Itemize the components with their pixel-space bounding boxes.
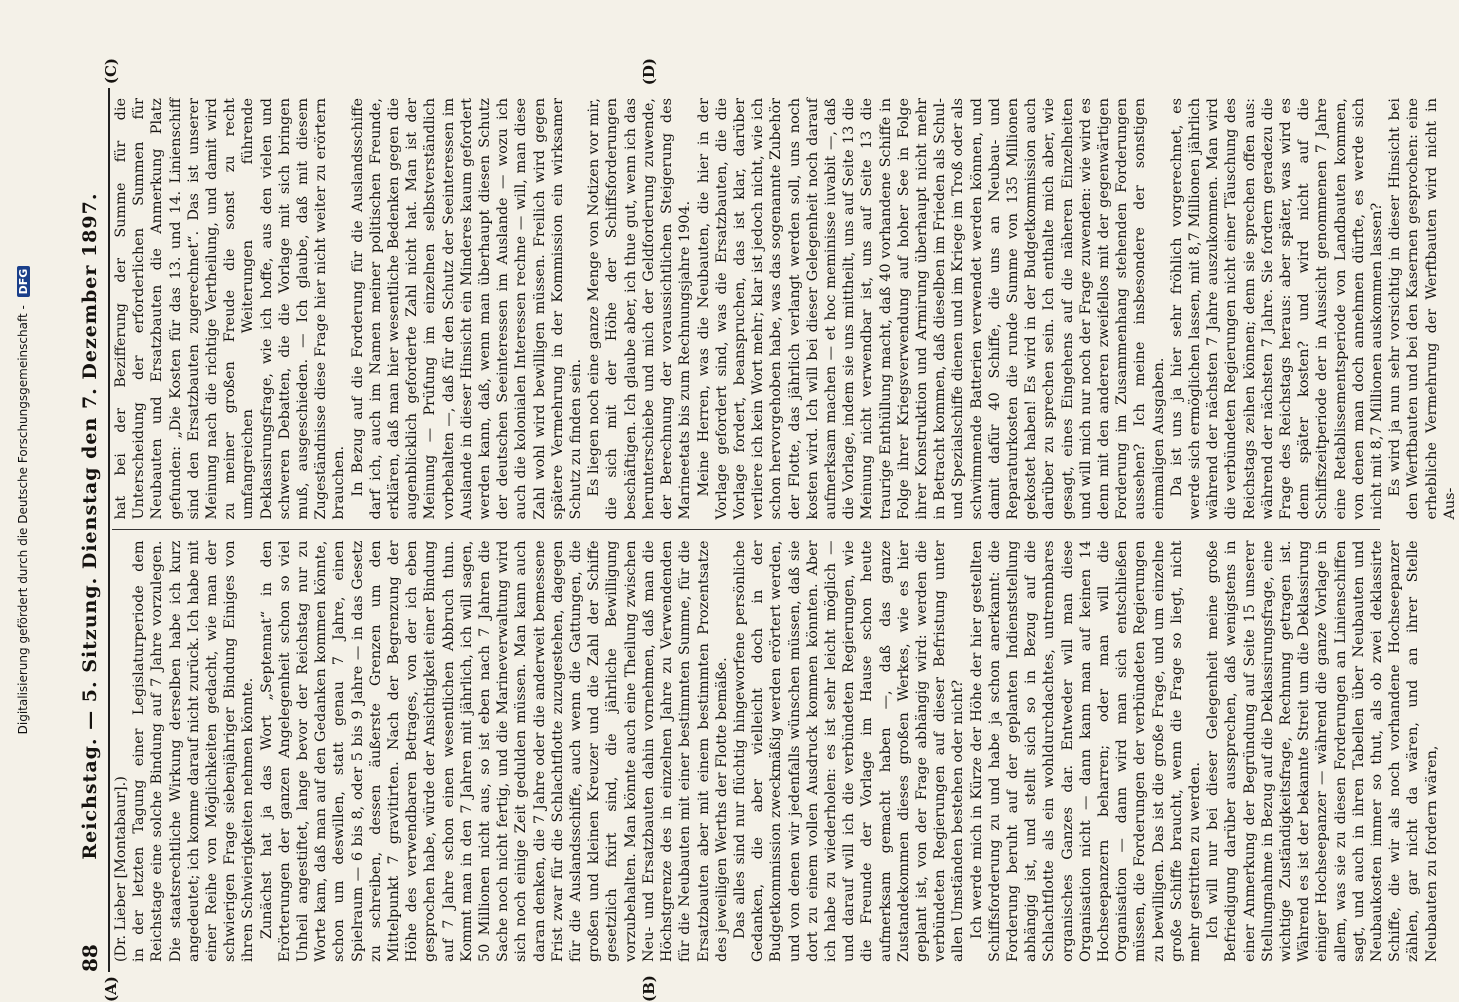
- paragraph: Ich will nur bei dieser Gelegenheit meine große Befriedigung darüber aussprechen, daß wenigstens in einer Anmerkung der Begründung auf Seite 15 unserer Stellungnahme in Bezug auf die Deklassirungsfrage, eine wichtige Zuständigkeitsfrage, Rechnung getragen ist. Während es ist der bekannte Streit um die Deklassirung einiger Hochseepanzer — während die ganze Vorlage in allem, was sie zu diesen Forderungen an Linienschiffen sagt, und auch in ihren Tabellen über Neubauten und Neubaukosten immer so thut, als ob zwei deklassirte Schiffe, die wir als noch vorhandene Hochseepanzer zählen, gar nicht da wären, und an ihrer Stelle Neubauten zu fordern wären,: [1205, 540, 1440, 962]
- paragraph: In Bezug auf die Forderung für die Auslandsschiffe darf ich, auch im Namen meiner politischen Freunde, erklären, daß man hier wesentliche Bedenken gegen die augenblicklich geforderte Zahl nicht hat. Man ist der Meinung — Prüfung im einzelnen selbstverständlich vorbehalten —, daß für den Schutz der Seeinteressen im Auslande in dieser Hinsicht ein Minderes kaum gefordert werden kann, daß, wenn man überhaupt diesen Schutz der deutschen Seeinteressen im Auslande — wozu ich auch die kolonialen Interessen rechne — will, man diese Zahl wohl wird bewilligen müssen. Freilich wird gegen spätere Vermehrung in der Kommission ein wirksamer Schutz zu finden sein.: [349, 98, 585, 520]
- margin-marker-b: (B): [640, 975, 658, 1002]
- page-number: 88: [78, 944, 102, 972]
- paragraph: Da ist uns ja hier sehr fröhlich vorgerechnet, es werde sich ermöglichen lassen, mit 8,7 Millionen jährlich während der nächsten 7 Jahre auszukommen. Man wird die verbündeten Regierungen nicht einer Täuschung des Reichstags zeihen können; denn sie sprechen offen aus: während der nächsten 7 Jahre. Sie fordern geradezu die Frage des Reichstags heraus: aber später, was wird es denn später kosten? und wird nicht auf die Schiffszeitperiode der in Aussicht genommenen 7 Jahre eine Retablissementsperiode von Landbauten kommen, von denen man doch annehmen dürfte, es werde sich nicht mit 8,7 Millionen auskommen lassen?: [1168, 98, 1386, 520]
- page-title: Reichstag. — 5. Sitzung. Dienstag den 7. Dezember 1897.: [79, 192, 101, 860]
- left-column: [112, 531, 1440, 973]
- paragraph: Zunächst hat ja das Wort „Septennat“ in den Erörterungen der ganzen Angelegenheit schon so viel Unheil angestiftet, lange bevor der Reichstag nur zu Worte kam, daß man auf den Gedanken kommen könnte, schon um deswillen, statt genau 7 Jahre, einen Spielraum — 6 bis 8, oder 5 bis 9 Jahre — in das Gesetz zu schreiben, dessen äußerste Grenzen um den Mittelpunkt 7 gravitirten. Nach der Begrenzung der Höhe des verwendbaren Betrages, von der ich eben gesprochen habe, würde der Ansichtigkeit einer Bindung auf 7 Jahre schon einen wesentlichen Abbruch thun. Kommt man in den 7 Jahren mit jährlich, ich will sagen, 50 Millionen nicht aus, so ist eben nach 7 Jahren die Sache noch nicht fertig, und die Marineverwaltung wird sich noch einige Zeit gedulden müssen. Man kann auch daran denken, die 7 Jahre oder die anderweit bemessene Frist zwar für die Schlachtflotte zuzugestehen, dagegen für die Auslandsschiffe, auch wenn die Gattungen, die großen und kleinen Kreuzer und die Zahl der Schiffe gesetzlich fixirt sind, die jährliche Bewilligung vorzubehalten. Man könnte auch eine Theilung zwischen Neu- und Ersatzbauten dahin vornehmen, daß man die Höchstgrenze des in einzelnen Jahre zu Verwendenden für die Neubauten mit einer bestimmten Summe, für die Ersatzbauten aber mit einem bestimmten Prozentsatze des jeweiligen Werths der Flotte bemäße.: [258, 540, 730, 962]
- speaker-label: (Dr. Lieber [Montabaur].): [113, 776, 129, 962]
- margin-marker-d: (D): [640, 58, 658, 86]
- paragraph: Es liegen noch eine ganze Menge von Notizen vor mir, die sich mit der Höhe der Schiffsforderungen beschäftigen. Ich glaube aber, ich thue gut, wenn ich das herunterschiebe und mich der Geldforderung zuwende, der Berechnung der voraussichtlichen Steigerung des Marineetats bis zum Rechnungsjahre 1904.: [586, 98, 694, 520]
- text-columns: [112, 88, 1458, 972]
- digitization-footer: [6, 0, 28, 1000]
- paragraph: Das alles sind nur flüchtig hingeworfene persönliche Gedanken, die aber vielleicht doch in der Budgetkommission zweckmäßig werden erörtert werden, und von denen wir jedenfalls wünschen müssen, daß sie dort zu einem vollen Ausdruck kommen könnten. Aber ich habe zu wiederholen: es ist sehr leicht möglich — und darauf will ich die verbündeten Regierungen, wie die Freunde der Vorlage im Hause schon heute aufmerksam gemacht haben —, daß das ganze Zustandekommen dieses großen Werkes, wie es hier geplant ist, von der Frage abhängig wird: werden die verbündeten Regierungen auf dieser Befristung unter allen Umständen bestehen oder nicht?: [731, 540, 967, 962]
- margin-marker-c: (C): [102, 58, 120, 85]
- document-page: [60, 58, 1458, 1002]
- footer-text-line: [16, 20, 30, 980]
- paragraph: Ich werde mich in Kürze der Höhe der hier gestellten Schiffsforderung zu und habe ja schon anerkannt: die Forderung beruht auf der geplanten Indienststellung abhängig ist, und stellt sich so in Bezug auf die Schlachtflotte als ein wohldurchdachtes, untrennbares organisches Ganzes dar. Entweder will man diese Organisation nicht — dann kann man auf keinen 14 Hochseepanzern beharren; oder man will die Organisation — dann wird man sich entschließen müssen, die Forderungen der verbündeten Regierungen zu bewilligen. Das ist die große Frage, und um einzelne große Schiffe braucht, wenn die Frage so liegt, nicht mehr gestritten zu werden.: [968, 540, 1203, 962]
- dfg-logo: DFG: [17, 266, 30, 298]
- right-column: [112, 88, 1458, 531]
- margin-marker-a: (A): [102, 976, 120, 1002]
- paragraph: in der letzten Tagung einer Legislaturperiode dem Reichstage eine solche Bindung auf 7 Jahre vorzulegen. Die staatsrechtliche Wirkung derselben habe ich kurz angedeutet; ich komme darauf nicht zurück. Ich habe mit einer Reihe von Möglichkeiten gedacht, wie man der schwierigen Frage siebenjähriger Bindung Einiges von ihren Schwierigkeiten nehmen könnte.: [131, 540, 257, 962]
- paragraph: hat bei der Bezifferung der Summe für die Unterscheidung der erforderlichen Summen für Neubauten und Ersatzbauten die Anmerkung Platz gefunden: „Die Kosten für das 13. und 14. Linienschiff sind den Ersatzbauten zugerechnet“. Das ist unserer Meinung nach die richtige Vertheilung, und damit wird zu meiner großen Freude die sonst zu recht umfangreichen Weiterungen führende Deklassirungsfrage, wie ich hoffe, aus den vielen und schweren Debatten, die die Vorlage mit sich bringen muß, ausgeschieden. — Ich glaube, daß mit diesem Zugeständnisse diese Frage hier nicht weiter zu erörtern brauchen.: [113, 98, 348, 520]
- paragraph: Meine Herren, was die Neubauten, die hier in der Vorlage gefordert sind, was die Ersatzbauten, die die Vorlage fordert, beanspruchen, das ist klar, darüber verliere ich kein Wort mehr; klar ist jedoch nicht, wie ich schon hervorgehoben habe, was das sogenannte Zubehör der Flotte, das jährlich verlangt werden soll, uns noch kosten wird. Ich will bei dieser Gelegenheit noch darauf aufmerksam machen — et hoc meminisse iuvabit —, daß die Vorlage, indem sie uns mittheilt, uns auf Seite 13 die Meinung nicht verwendbar ist, uns auf Seite 13 die traurige Enthüllung macht, daß 40 vorhandene Schiffe in Folge ihrer Kriegsverwendung auf hoher See in Folge ihrer Konstruktion und Armirung überhaupt nicht mehr in Betracht kommen, daß dieselben im Frieden als Schul- und Spezialschiffe dienen und im Kriege im Troß oder als schwimmende Batterien verwendet werden können, und damit dafür 40 Schiffe, die uns an Neubau- und Reparaturkosten die runde Summe von 135 Millionen gekostet haben! Es wird in der Budgetkommission auch darüber zu sprechen sein. Ich enthalte mich aber, wie gesagt, eines Eingehens auf die näheren Einzelheiten und will mich nur noch der Frage zuwenden: wie wird es denn mit den anderen zweifellos mit der gegenwärtigen Forderung im Zusammenhang stehenden Forderungen aussehen? Ich meine insbesondere der sonstigen einmaligen Ausgaben.: [695, 98, 1167, 520]
- paragraph: Es wird ja nun sehr vorsichtig in dieser Hinsicht bei den Werftbauten und bei den Kasernen gesprochen: eine erhebliche Vermehrung der Werftbauten wird nicht in Aus-: [1387, 98, 1458, 520]
- page-header: [72, 88, 110, 972]
- footer-credit: Digitalisierung gefördert durch die Deutsche Forschungsgemeinschaft -: [16, 305, 30, 735]
